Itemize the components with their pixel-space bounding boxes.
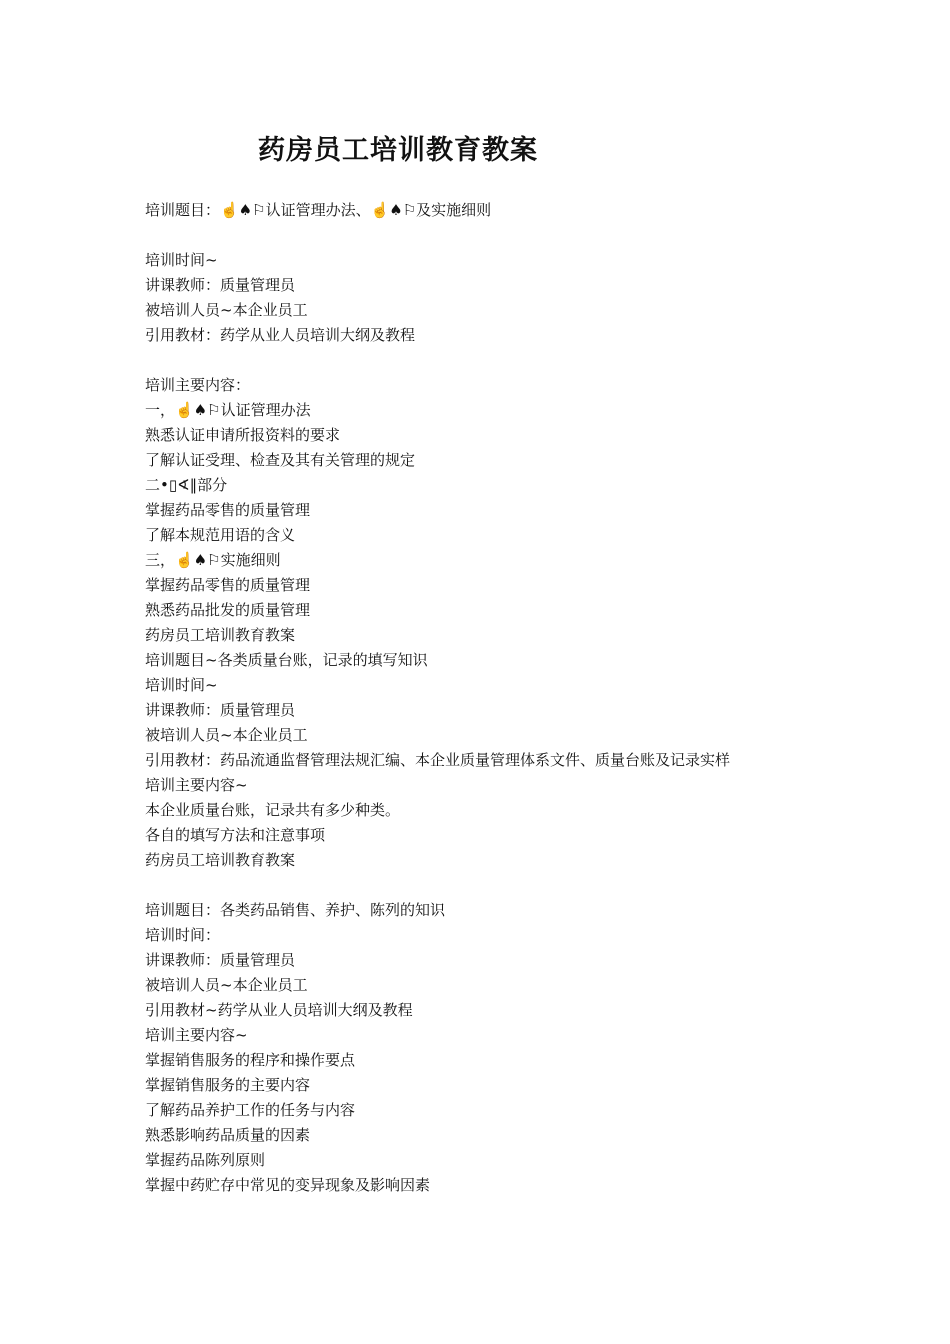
- blank-line: [145, 223, 925, 248]
- text-line: 熟悉药品批发的质量管理: [145, 601, 311, 619]
- text-line: 二•▯∢‖部分: [145, 476, 228, 494]
- text-line: 讲课教师：质量管理员: [145, 701, 296, 719]
- document-title: 药房员工培训教育教案: [258, 135, 538, 166]
- text-line: 讲课教师：质量管理员: [145, 276, 296, 294]
- text-line: 被培训人员~本企业员工: [145, 726, 308, 744]
- text-line: 了解认证受理、检查及其有关管理的规定: [145, 451, 416, 469]
- text-line: 培训主要内容~: [145, 776, 248, 794]
- text-line: 药房员工培训教育教案: [145, 626, 296, 644]
- text-line: 培训时间：: [145, 926, 221, 944]
- text-line: 了解本规范用语的含义: [145, 526, 296, 544]
- text-line: 各自的填写方法和注意事项: [145, 826, 326, 844]
- text-line: 引用教材：药品流通监督管理法规汇编、本企业质量管理体系文件、质量台账及记录实样: [145, 751, 731, 769]
- text-line: 培训主要内容：: [145, 376, 251, 394]
- text-line: 培训题目：各类药品销售、养护、陈列的知识: [145, 901, 446, 919]
- text-line: 掌握中药贮存中常见的变异现象及影响因素: [145, 1176, 431, 1194]
- text-line: 药房员工培训教育教案: [145, 851, 296, 869]
- text-line: 培训主要内容~: [145, 1026, 248, 1044]
- text-line: 掌握药品陈列原则: [145, 1151, 266, 1169]
- text-line: 熟悉认证申请所报资料的要求: [145, 426, 341, 444]
- text-line: 引用教材：药学从业人员培训大纲及教程: [145, 326, 416, 344]
- text-line: 了解药品养护工作的任务与内容: [145, 1101, 356, 1119]
- blank-line: [145, 348, 925, 373]
- text-line: 被培训人员~本企业员工: [145, 976, 308, 994]
- text-line: 一，☝♠⚐认证管理办法: [145, 401, 311, 419]
- text-line: 掌握销售服务的主要内容: [145, 1076, 311, 1094]
- text-line: 本企业质量台账，记录共有多少种类。: [145, 801, 401, 819]
- text-line: 培训题目：☝♠⚐认证管理办法、☝♠⚐及实施细则: [145, 201, 492, 219]
- text-line: 三，☝♠⚐实施细则: [145, 551, 281, 569]
- text-line: 培训时间~: [145, 676, 218, 694]
- blank-line: [145, 873, 925, 898]
- text-line: 被培训人员~本企业员工: [145, 301, 308, 319]
- document-body: [145, 198, 925, 1198]
- text-line: 培训时间~: [145, 251, 218, 269]
- text-line: 掌握药品零售的质量管理: [145, 501, 311, 519]
- text-line: 掌握销售服务的程序和操作要点: [145, 1051, 356, 1069]
- text-line: 掌握药品零售的质量管理: [145, 576, 311, 594]
- text-line: 培训题目~各类质量台账，记录的填写知识: [145, 651, 428, 669]
- text-line: 熟悉影响药品质量的因素: [145, 1126, 311, 1144]
- text-line: 讲课教师：质量管理员: [145, 951, 296, 969]
- text-line: 引用教材~药学从业人员培训大纲及教程: [145, 1001, 413, 1019]
